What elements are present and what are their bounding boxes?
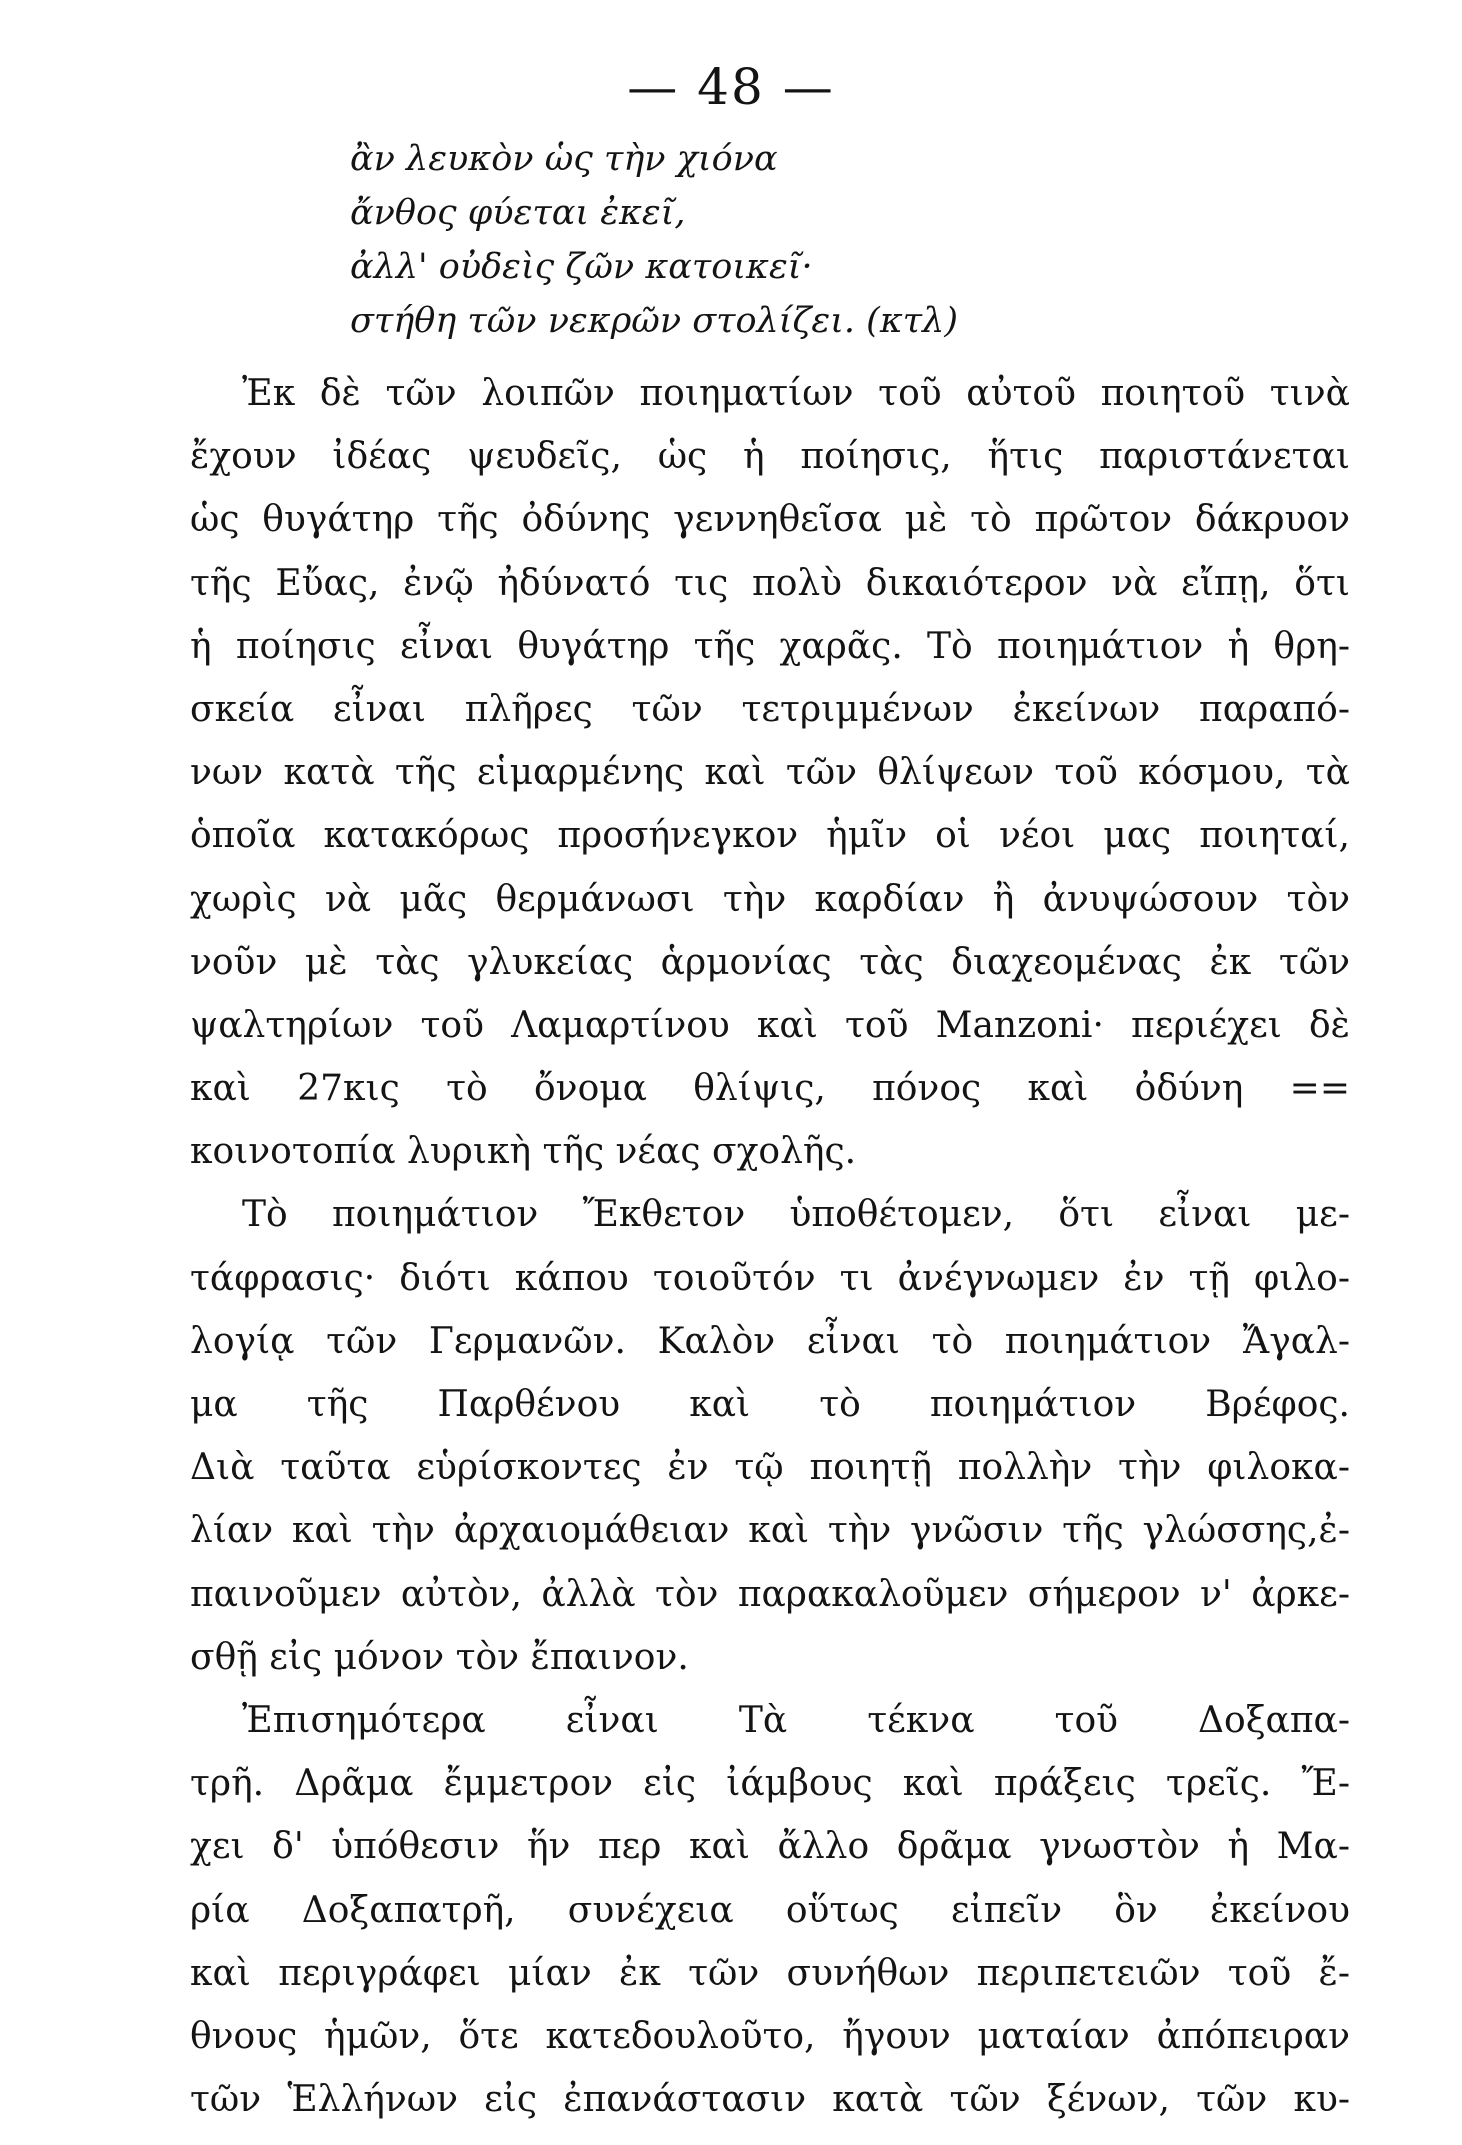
text-line: καὶ 27κις τὸ ὄνομα θλίψις, πόνος καὶ ὀδύνη == — [190, 1068, 1350, 1110]
verse-line: ἄνθος φύεται ἐκεῖ, — [350, 193, 686, 233]
text-line: νοῦν μὲ τὰς γλυκείας ἁρμονίας τὰς διαχεομένας ἐκ τῶν — [190, 941, 1350, 983]
text-line: χωρὶς νὰ μᾶς θερμάνωσι τὴν καρδίαν ἢ ἀνυψώσουν τὸν — [190, 878, 1350, 920]
text-line: λίαν καὶ τὴν ἀρχαιομάθειαν καὶ τὴν γνῶσιν τῆς γλώσσης,ἐ- — [190, 1510, 1350, 1552]
text-line: Ἐπισημότερα εἶναι Τὰ τέκνα τοῦ Δοξαπα- — [242, 1699, 1350, 1741]
text-line: τρῆ. Δρᾶμα ἔμμετρον εἰς ἰάμβους καὶ πράξεις τρεῖς. Ἔ- — [190, 1763, 1350, 1805]
text-line: Διὰ ταῦτα εὑρίσκοντες ἐν τῷ ποιητῇ πολλὴν τὴν φιλοκα- — [190, 1447, 1350, 1489]
text-line: τάφρασις· διότι κάπου τοιοῦτόν τι ἀνέγνωμεν ἐν τῇ φιλο- — [190, 1257, 1350, 1299]
text-line: μα τῆς Παρθένου καὶ τὸ ποιημάτιον Βρέφος. — [190, 1384, 1350, 1425]
text-line: ὡς θυγάτηρ τῆς ὀδύνης γεννηθεῖσα μὲ τὸ πρῶτον δάκρυον — [190, 499, 1350, 541]
text-line: σκεία εἶναι πλῆρες τῶν τετριμμένων ἐκείνων παραπό- — [190, 688, 1350, 730]
verse-line: ἂν λευκὸν ὡς τὴν χιόνα — [350, 139, 778, 179]
verse-line: ἀλλ' οὐδεὶς ζῶν κατοικεῖ· — [350, 247, 813, 287]
text-line: ψαλτηρίων τοῦ Λαμαρτίνου καὶ τοῦ Manzoni· περιέχει δὲ — [190, 1004, 1350, 1046]
verse-quote — [350, 132, 1350, 348]
text-line: παινοῦμεν αὐτὸν, ἀλλὰ τὸν παρακαλοῦμεν σήμερον ν' ἀρκε- — [190, 1573, 1350, 1615]
text-line: ρία Δοξαπατρῆ, συνέχεια οὕτως εἰπεῖν ὃν ἐκείνου — [190, 1889, 1350, 1931]
text-line: καὶ περιγράφει μίαν ἐκ τῶν συνήθων περιπετειῶν τοῦ ἔ- — [190, 1952, 1350, 1994]
text-line: τῆς Εὔας, ἐνῷ ἠδύνατό τις πολὺ δικαιότερον νὰ εἴπῃ, ὅτι — [190, 562, 1350, 604]
text-line: ὁποῖα κατακόρως προσήνεγκον ἡμῖν οἱ νέοι μας ποιηταί, — [190, 815, 1350, 857]
text-line: Τὸ ποιημάτιον Ἔκθετον ὑποθέτομεν, ὅτι εἶναι με- — [242, 1194, 1350, 1236]
text-line: τῶν Ἑλλήνων εἰς ἐπανάστασιν κατὰ τῶν ξένων, τῶν κυ- — [190, 2079, 1350, 2121]
text-line: Ἐκ δὲ τῶν λοιπῶν ποιηματίων τοῦ αὐτοῦ ποιητοῦ τινὰ — [242, 373, 1350, 414]
text-line: χει δ' ὑπόθεσιν ἥν περ καὶ ἄλλο δρᾶμα γνωστὸν ἡ Μα- — [190, 1826, 1350, 1868]
text-line: νων κατὰ τῆς εἱμαρμένης καὶ τῶν θλίψεων τοῦ κόσμου, τὰ — [190, 752, 1350, 794]
text-line: ἔχουν ἰδέας ψευδεῖς, ὡς ἡ ποίησις, ἥτις παριστάνεται — [190, 436, 1350, 478]
text-line: θνους ἡμῶν, ὅτε κατεδουλοῦτο, ἤγουν ματαίαν ἀπόπειραν — [190, 2015, 1350, 2057]
verse-line: στήθη τῶν νεκρῶν στολίζει. (κτλ) — [350, 301, 958, 341]
text-line: σθῇ εἰς μόνον τὸν ἔπαινον. — [190, 1636, 689, 1678]
page-number: — 48 — — [627, 58, 835, 116]
text-line: ἡ ποίησις εἶναι θυγάτηρ τῆς χαρᾶς. Τὸ ποιημάτιον ἡ θρη- — [190, 625, 1350, 667]
text-line: κοινοτοπία λυρικὴ τῆς νέας σχολῆς. — [190, 1131, 857, 1173]
text-line: λογίᾳ τῶν Γερμανῶν. Καλὸν εἶναι τὸ ποιημάτιον Ἄγαλ- — [190, 1320, 1350, 1362]
body-text — [190, 362, 1350, 2131]
